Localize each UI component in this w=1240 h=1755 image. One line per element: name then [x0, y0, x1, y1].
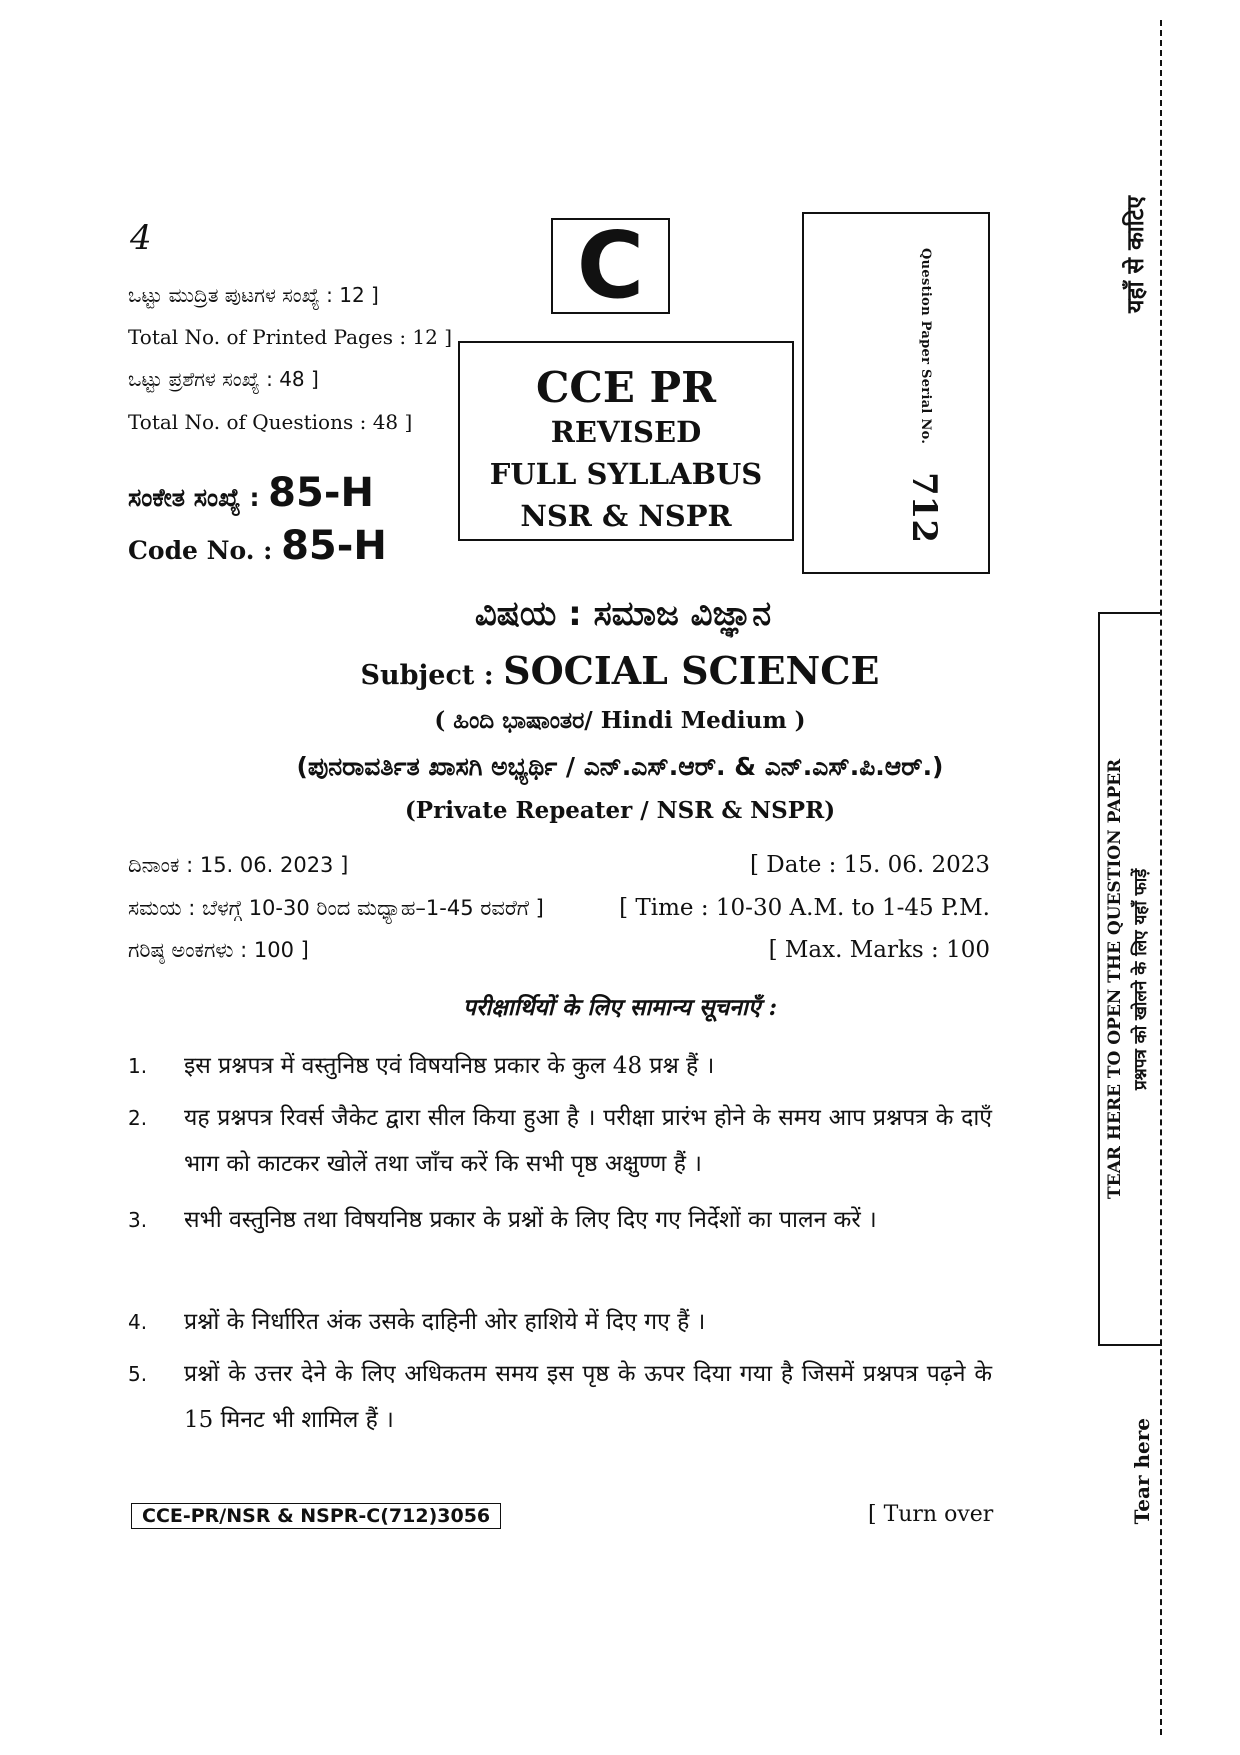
tear-instruction-hindi: प्रश्नपत्र को खोलने के लिए यहाँ फाड़ें: [1131, 868, 1151, 1090]
marks-english: [ Max. Marks : 100: [768, 937, 990, 963]
questions-count-english: Total No. of Questions : 48 ]: [128, 410, 413, 434]
instruction-item: [128, 1197, 992, 1243]
instruction-item: [128, 1299, 992, 1345]
marks-kannada: ಗರಿಷ್ಠ ಅಂಕಗಳು : 100 ]: [128, 938, 309, 962]
footer-paper-code: CCE-PR/NSR & NSPR-C(712)3056: [131, 1503, 501, 1529]
instruction-item: [128, 1043, 992, 1089]
exam-line-revised: REVISED: [550, 415, 702, 449]
code-label-kannada: ಸಂಕೇತ ಸಂಖ್ಯೆ :: [128, 483, 269, 512]
date-english: [ Date : 15. 06. 2023: [750, 852, 990, 878]
time-kannada: ಸಮಯ : ಬೆಳಗ್ಗೆ 10-30 ರಿಂದ ಮಧ್ಯಾಹ–1-45 ರವರೆಗೆ ]: [128, 896, 544, 920]
subject-kannada: ವಿಷಯ : ಸಮಾಜ ವಿಜ್ಞಾನ: [474, 594, 772, 634]
subject-value: SOCIAL SCIENCE: [503, 648, 880, 693]
tear-instruction: [1102, 614, 1154, 1344]
category-english: (Private Repeater / NSR & NSPR): [404, 797, 836, 824]
instruction-text: प्रश्नों के निर्धारित अंक उसके दाहिनी ओर हाशिये में दिए गए हैं ।: [184, 1309, 706, 1335]
tear-instruction-box: [1098, 612, 1162, 1346]
tear-here-label: Tear here: [1130, 1418, 1154, 1525]
time-english: [ Time : 10-30 A.M. to 1-45 P.M.: [619, 895, 990, 921]
code-number-kannada: [128, 470, 374, 516]
instruction-number: 1.: [128, 1054, 148, 1078]
code-value: 85-H: [268, 470, 374, 516]
serial-number: 712: [904, 472, 944, 543]
instruction-text: इस प्रश्नपत्र में वस्तुनिष्ठ एवं विषयनिष्ठ प्रकार के कुल 48 प्रश्न हैं ।: [184, 1053, 715, 1079]
instruction-number: 4.: [128, 1310, 148, 1334]
marks-row: [128, 937, 990, 963]
version-letter-box: C: [551, 218, 670, 314]
instruction-text: सभी वस्तुनिष्ठ तथा विषयनिष्ठ प्रकार के प्रश्नों के लिए दिए गए निर्देशों का पालन करें ।: [184, 1207, 877, 1233]
tear-instruction-english: TEAR HERE TO OPEN THE QUESTION PAPER: [1105, 758, 1125, 1200]
code-label-english: Code No. :: [128, 536, 282, 565]
subject-title: [0, 648, 1240, 693]
medium: ( ಹಿಂದಿ ಭಾಷಾಂತರ/ Hindi Medium ): [434, 707, 806, 734]
instructions-heading: परीक्षार्थियों के लिए सामान्य सूचनाएँ :: [462, 994, 778, 1021]
exam-title-box: [458, 341, 794, 541]
exam-line-category: NSR & NSPR: [520, 499, 732, 533]
date-row: [128, 852, 990, 878]
time-row: [128, 895, 990, 921]
instruction-text: प्रश्नों के उत्तर देने के लिए अधिकतम समय इस पृष्ठ के ऊपर दिया गया है जिसमें प्रश्नपत्र पढ़ने के 15 मिनट भी शामिल हैं ।: [184, 1361, 992, 1433]
exam-line-syllabus: FULL SYLLABUS: [489, 457, 763, 491]
printed-pages-english: Total No. of Printed Pages : 12 ]: [128, 325, 453, 349]
subject-label: Subject :: [360, 660, 504, 691]
cut-here-label: यहाँ से काटिए: [1123, 196, 1149, 313]
instruction-number: 2.: [128, 1106, 148, 1130]
instruction-text: यह प्रश्नपत्र रिवर्स जैकेट द्वारा सील किया हुआ है । परीक्षा प्रारंभ होने के समय आप प्रश्नपत्र के दाएँ भाग को काटकर खोलें तथा जाँच करें कि सभी पृष्ठ अक्षुण्ण हैं ।: [184, 1105, 992, 1177]
turn-over-note: [ Turn over: [868, 1502, 994, 1527]
instruction-item: [128, 1351, 992, 1443]
date-kannada: ದಿನಾಂಕ : 15. 06. 2023 ]: [128, 853, 349, 877]
category-kannada: (ಪುನರಾವರ್ತಿತ ಖಾಸಗಿ ಅಭ್ಯರ್ಥಿ / ಎನ್.ಎಸ್.ಆರ್. & ಎನ್.ಎಸ್.ಪಿ.ಆರ್.): [296, 752, 944, 781]
instruction-number: 3.: [128, 1208, 148, 1232]
page-number: 4: [130, 218, 152, 258]
code-number-english: [128, 523, 387, 569]
questions-count-kannada: ಒಟ್ಟು ಪ್ರಶೆಗಳ ಸಂಖ್ಯೆ : 48 ]: [128, 367, 319, 391]
instruction-item: [128, 1095, 992, 1187]
serial-number-box: [802, 212, 990, 574]
code-value: 85-H: [281, 523, 387, 569]
instruction-number: 5.: [128, 1362, 148, 1386]
printed-pages-kannada: ಒಟ್ಟು ಮುದ್ರಿತ ಪುಟಗಳ ಸಂಖ್ಯೆ : 12 ]: [128, 283, 379, 307]
exam-title: CCE PR: [536, 363, 716, 412]
serial-label: Question Paper Serial No.: [918, 248, 933, 445]
